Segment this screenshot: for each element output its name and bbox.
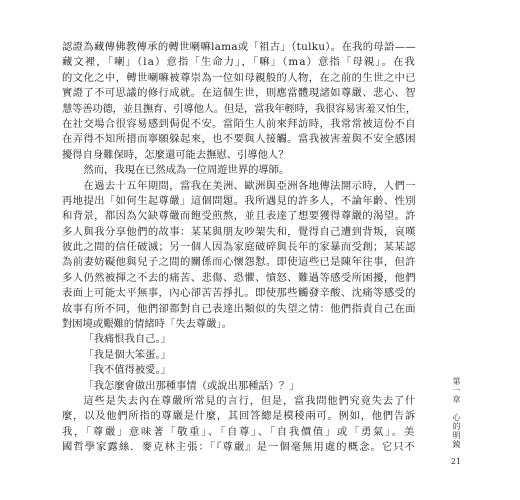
- line-text: 擾得自身難保時，怎麼還可能去撫慰、引導他人？: [62, 148, 289, 161]
- line-text: 彼此之間的信任破滅；另一個人因為家庭破碎與長年的家暴而受創；某某認: [62, 241, 416, 254]
- line-text: 表面上可能太平無事，內心卻苦苦掙扎。即使那些觸發辛酸、沈痛等感受的: [62, 287, 416, 300]
- line-text: 這些是失去內在尊嚴所常見的言行，但是，當我問他們究竟失去了什: [83, 394, 416, 407]
- body-line: [62, 302, 416, 317]
- line-text: 在社交場合很容易感到侷促不安。當陌生人前來拜訪時，我常常被這份不自: [62, 117, 416, 130]
- line-text: 國哲學家露絲．麥克林主張：「『尊嚴』是一個毫無用處的概念。它只不: [62, 441, 416, 454]
- body-line: [62, 394, 416, 409]
- body-line: [62, 317, 416, 332]
- line-text: 的文化之中，轉世喇嘛被尊崇為一位如母親般的人物，在之前的生世之中已: [62, 71, 416, 84]
- body-line: [62, 40, 416, 55]
- body-line: [62, 225, 416, 240]
- body-line: [62, 194, 416, 209]
- line-text: 故事有所不同，他們卻都對自己表達出類似的失望之情：他們指責自己在面: [62, 302, 416, 315]
- page-number: 21: [450, 457, 462, 466]
- body-line: [62, 179, 416, 194]
- body-line: [62, 86, 416, 101]
- line-text: 和背景，都因為欠缺尊嚴而飽受煎熬，並且表達了想要獲得尊嚴的渴望。許: [62, 210, 416, 223]
- quote-paragraph: [62, 348, 416, 363]
- line-text: 我，「尊嚴」意味著「敬重」、「自尊」、「自我價值」或「勇氣」。美: [62, 425, 416, 438]
- body-line: [62, 286, 416, 301]
- body-line: [62, 71, 416, 86]
- body-line: [62, 117, 416, 132]
- line-text: 在過去十五年期間，當我在美洲、歐洲與亞洲各地傳法開示時，人們一: [83, 179, 416, 192]
- line-text: 再地提出「如何生起尊嚴」這個問題。我所遇見的許多人，不論年齡、性別: [62, 194, 416, 207]
- body-line: [62, 409, 416, 424]
- body-line: [62, 148, 416, 163]
- quote-line: [62, 348, 416, 363]
- body-line: [62, 55, 416, 70]
- body-line: [62, 240, 416, 255]
- line-text: 認證為藏傳佛教傳承的轉世喇嘛lama或「祖古」（tulku）。在我的母語——: [62, 41, 416, 53]
- line-text: 為前妻妨礙他與兒子之間的關係而心懷怨懟。即使這些已是陳年往事，但許: [62, 256, 416, 269]
- chapter-label: 第一章 心的明鏡: [452, 377, 461, 449]
- body-line: [62, 440, 416, 455]
- line-text: 「我怎麼會做出那種事情（或說出那種話）？」: [83, 379, 300, 392]
- body-line: [62, 102, 416, 117]
- paragraph: [62, 163, 416, 178]
- quote-line: [62, 363, 416, 378]
- quote-line: [62, 379, 416, 394]
- body-line: [62, 132, 416, 147]
- line-text: 多人與我分享他們的故事：某某與朋友吵架失和，覺得自己遭到背叛，哀嘆: [62, 225, 416, 238]
- line-text: 慧等善功德，並且撫育、引導他人。但是，當我年輕時，我很容易害羞又怕生，: [62, 102, 416, 115]
- line-text: 在弄得不知所措而寧願躲起來，也不要與人接觸。當我被害羞與不安全感困: [62, 133, 416, 146]
- paragraph: [62, 179, 416, 333]
- body-line: [62, 209, 416, 224]
- body-line: [62, 255, 416, 270]
- line-text: 「我是個大笨蛋。」: [83, 348, 171, 361]
- line-text: 藏文裡，「喇」（la）意指「生命力」，「嘛」（ma）意指「母親」。在我: [62, 56, 416, 69]
- line-text: 麼，以及他們所指的尊嚴是什麼，其回答總是模稜兩可。例如，他們告訴: [62, 410, 416, 423]
- line-text: 多人仍然被揮之不去的痛苦、悲傷、恐懼、憤怒、難過等感受所困擾，他們: [62, 271, 416, 284]
- line-text: 實證了不可思議的修行成就。在這個生世，則應當體現諸如尊嚴、悲心、智: [62, 87, 416, 100]
- line-text: 然而，我現在已然成為一位周遊世界的導師。: [83, 164, 290, 177]
- paragraph: [62, 40, 416, 163]
- line-text: 「我不值得被愛。」: [83, 364, 171, 377]
- line-text: 「我痛恨我自己。」: [83, 333, 171, 346]
- body-line: [62, 425, 416, 440]
- quote-paragraph: [62, 379, 416, 394]
- quote-paragraph: [62, 332, 416, 347]
- body-line: [62, 163, 416, 178]
- paragraph: [62, 394, 416, 456]
- quote-paragraph: [62, 363, 416, 378]
- quote-line: [62, 332, 416, 347]
- body-text: [62, 40, 416, 456]
- body-line: [62, 271, 416, 286]
- line-text: 對困境或艱難的情緒時「失去尊嚴」。: [62, 318, 232, 331]
